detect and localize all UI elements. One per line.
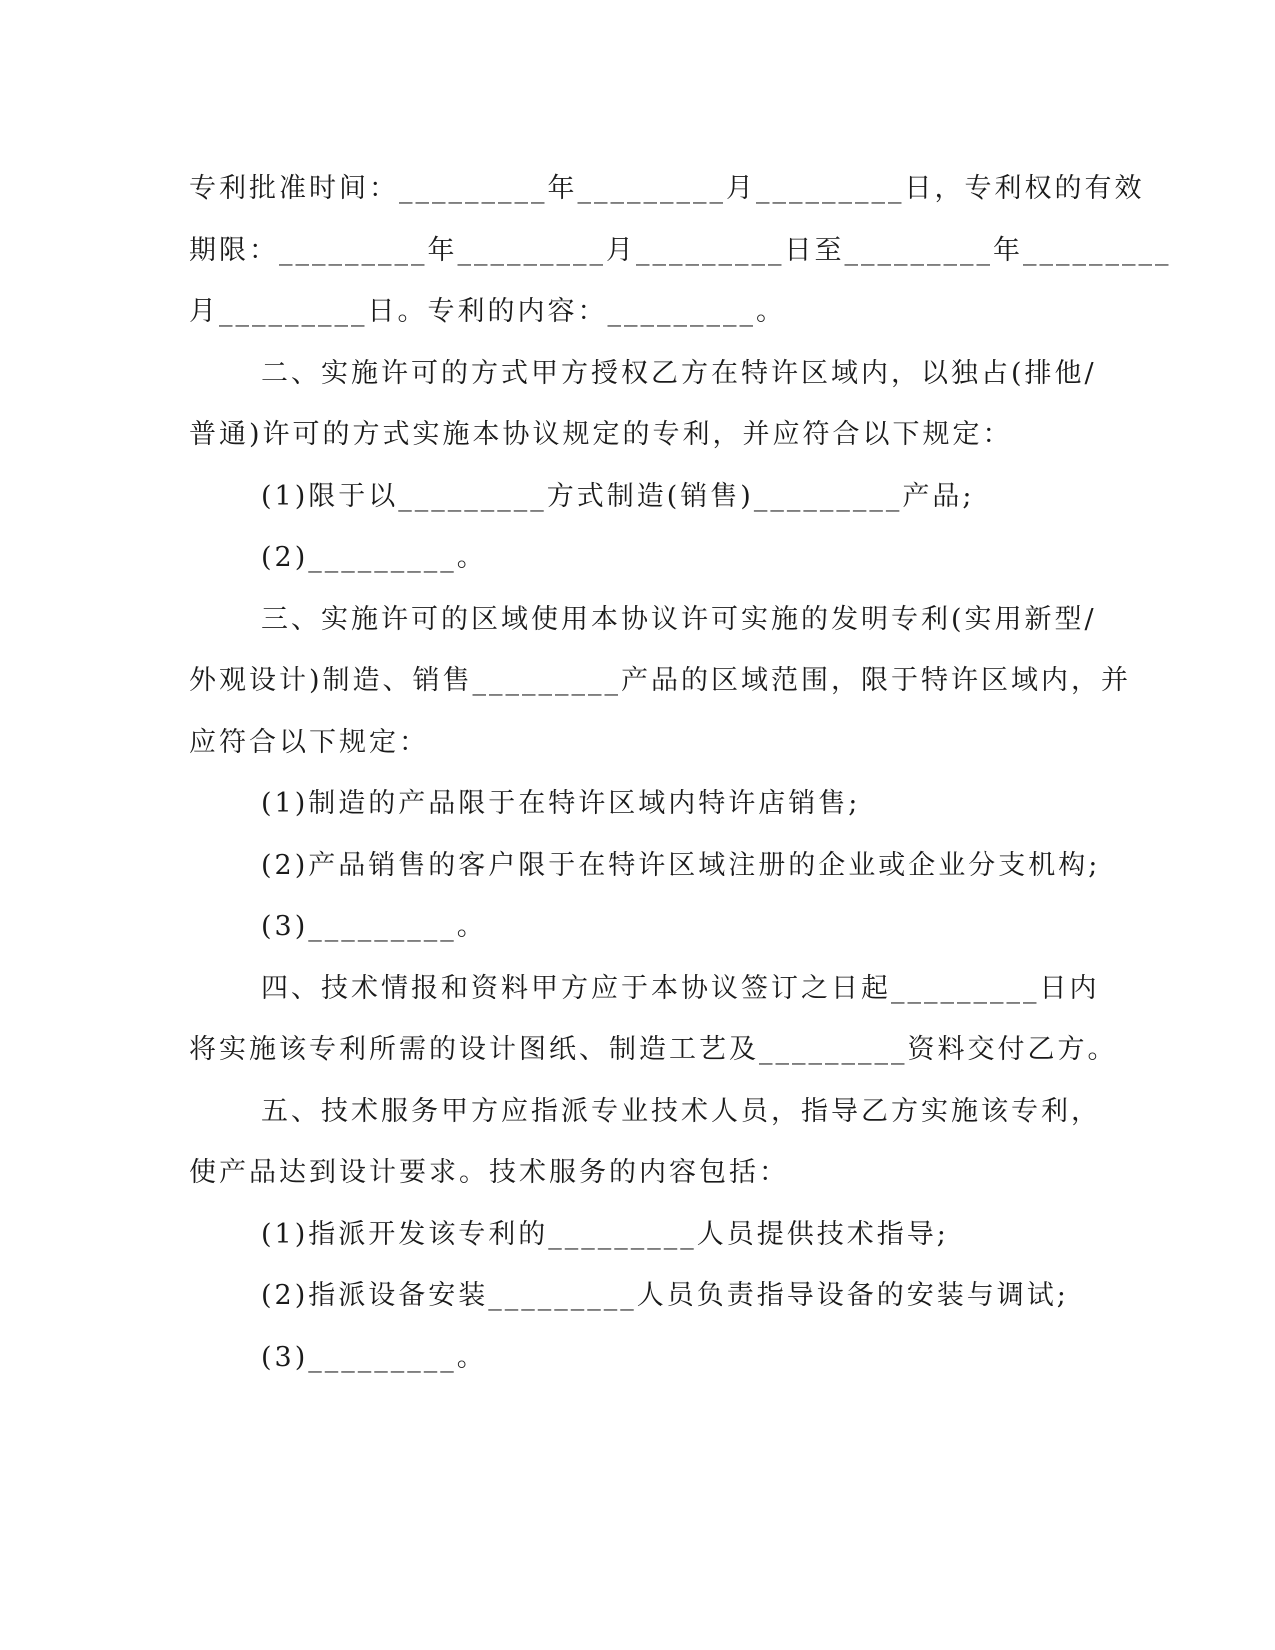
list-item: (1)限于以_________方式制造(销售)_________产品; [261, 480, 975, 512]
text-line: 使产品达到设计要求。技术服务的内容包括： [189, 1157, 789, 1188]
list-item: (1)制造的产品限于在特许区域内特许店销售; [261, 788, 861, 819]
list-item: (3)_________。 [261, 1341, 487, 1373]
section-four-heading-line: 四、技术情报和资料甲方应于本协议签订之日起_________日内 [261, 972, 1100, 1004]
section-three-heading-line: 三、实施许可的区域使用本协议许可实施的发明专利(实用新型/ [261, 603, 1097, 635]
list-item: (3)_________。 [261, 911, 487, 942]
section-five-heading-line: 五、技术服务甲方应指派专业技术人员，指导乙方实施该专利， [261, 1095, 1101, 1127]
list-item: (2)产品销售的客户限于在特许区域注册的企业或企业分支机构; [261, 849, 1101, 881]
list-item: (2)_________。 [261, 542, 487, 573]
text-line: 外观设计)制造、销售_________产品的区域范围，限于特许区域内，并 [189, 665, 1132, 696]
text-line: 期限：_________年_________月_________日至_________年_________ [189, 234, 1172, 266]
text-line: 将实施该专利所需的设计图纸、制造工艺及_________资料交付乙方。 [189, 1034, 1118, 1065]
text-line: 专利批准时间：_________年_________月_________日，专利权的有效 [189, 173, 1145, 204]
text-line: 月_________日。专利的内容：_________。 [189, 296, 786, 327]
list-item: (2)指派设备安装_________人员负责指导设备的安装与调试; [261, 1280, 1069, 1311]
list-item: (1)指派开发该专利的_________人员提供技术指导; [261, 1218, 949, 1250]
text-line: 普通)许可的方式实施本协议规定的专利，并应符合以下规定： [189, 419, 1013, 450]
section-two-heading-line: 二、实施许可的方式甲方授权乙方在特许区域内，以独占(排他/ [261, 357, 1097, 389]
text-line: 应符合以下规定： [189, 726, 429, 758]
document-body [189, 158, 1172, 1388]
